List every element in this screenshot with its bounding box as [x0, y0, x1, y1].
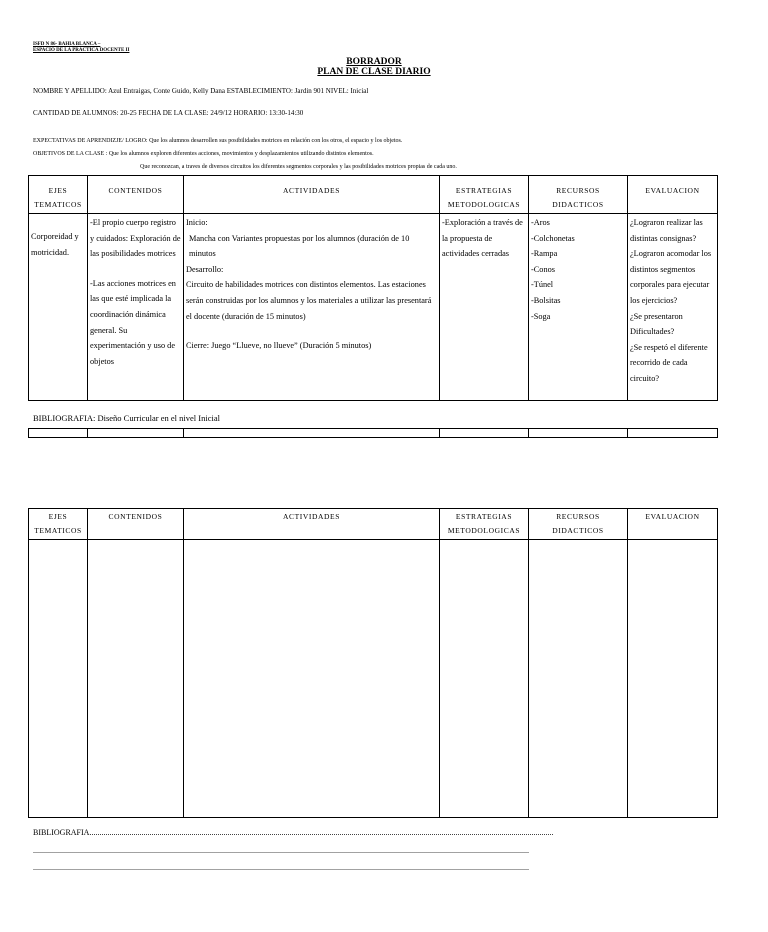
empty-cell[interactable] [440, 429, 529, 438]
evaluacion-item: ¿Lograron acomodar los distintos segmentos corporales para ejecutar los ejercicios? [630, 249, 712, 305]
empty-cell[interactable] [88, 429, 184, 438]
blank-table-header-row [29, 509, 718, 540]
recurso-item: -Rampa [531, 249, 558, 259]
recurso-item: -Colchonetas [531, 233, 575, 243]
evaluacion-item: ¿Lograron realizar las distintas consignas? [630, 218, 703, 243]
blank-dotted-line[interactable]: ........................................................................................................................................................................................................................................................ [33, 863, 529, 872]
cell-recursos [529, 214, 628, 401]
blank-dotted-line[interactable]: ........................................................................................................................................................................................................................................................ [33, 846, 529, 855]
actividad-desarrollo-label: Desarrollo: [186, 264, 224, 274]
actividad-desarrollo-text: Circuito de habilidades motrices con distintos elementos. Las estaciones serán construidas por los alumnos y los materiales a utilizar las presentará el docente (duración de 15 minutos) [186, 280, 432, 321]
blank-bibliography-line[interactable] [33, 828, 711, 838]
empty-cell[interactable] [29, 429, 88, 438]
expectations-line: EXPECTATIVAS DE APRENDIZJE/ LOGRO: Que los alumnos desarrollen sus posibilidades motrices en relación con los otros, el espacio y los objetos. [33, 138, 403, 144]
blank-header-contenidos: CONTENIDOS [88, 509, 184, 540]
ejes-text: Corporeidad y motricidad. [31, 232, 79, 257]
dotted-leader: ........................................................................................................................................................................................................................................ [89, 828, 554, 837]
empty-strip-row [29, 429, 718, 438]
estrategias-text: -Exploración a través de la propuesta de actividades cerradas [442, 218, 523, 259]
blank-cell-contenidos[interactable] [88, 540, 184, 818]
evaluacion-item: ¿Se respetó el diferente recorrido de cada circuito? [630, 342, 708, 383]
blank-table-body-row [29, 540, 718, 818]
objectives-continued-line: Que reconozcan, a traves de diversos circuitos los diferentes segmentos corporales y las posibilidades motrices propias de cada uno. [140, 164, 457, 170]
cell-evaluacion [628, 214, 718, 401]
cell-contenidos [88, 214, 184, 401]
header-evaluacion: EVALUACION [628, 176, 718, 214]
document-title [274, 57, 474, 77]
header-ejes: EJES TEMATICOS [29, 176, 88, 214]
title-line-2: PLAN DE CLASE DIARIO [317, 67, 431, 77]
plan-table-content-row [29, 214, 718, 401]
objectives-line: OBJETIVOS DE LA CLASE : Que los alumnos exploren diferentes acciones, movimientos y desplazamientos utilizando distintos elementos. [33, 151, 374, 157]
header-contenidos: CONTENIDOS [88, 176, 184, 214]
plan-table-header-row [29, 176, 718, 214]
blank-cell-ejes[interactable] [29, 540, 88, 818]
empty-cell[interactable] [529, 429, 628, 438]
empty-cell[interactable] [184, 429, 440, 438]
evaluacion-item: ¿Se presentaron Dificultades? [630, 311, 683, 337]
title-line-1: BORRADOR [346, 57, 402, 67]
contenido-item-1: -El propio cuerpo registro y cuidados: Exploración de las posibilidades motrices [90, 218, 181, 259]
bibliography-line: BIBLIOGRAFIA: Diseño Curricular en el nivel Inicial [33, 413, 220, 423]
actividad-inicio-label: Inicio: [186, 218, 208, 227]
recurso-item: -Soga [531, 311, 551, 321]
empty-cell[interactable] [628, 429, 718, 438]
blank-header-recursos: RECURSOS DIDACTICOS [529, 509, 628, 540]
institution-line-1: ISFD N 86- BAHIA BLANCA – [33, 42, 101, 47]
cell-estrategias [440, 214, 529, 401]
recurso-item: -Conos [531, 264, 555, 274]
recurso-item: -Bolsitas [531, 295, 561, 305]
class-details-line: CANTIDAD DE ALUMNOS: 20-25 FECHA DE LA CLASE: 24/9/12 HORARIO: 13:30-14:30 [33, 109, 304, 117]
blank-header-estrategias: ESTRATEGIAS METODOLOGICAS [440, 509, 529, 540]
students-line: NOMBRE Y APELLIDO: Azul Entraigas, Conte Guido, Kelly Dana ESTABLECIMIENTO: Jardin 901 NIVEL: Inicial [33, 87, 369, 95]
actividad-cierre: Cierre: Juego “Llueve, no llueve” (Duración 5 minutos) [186, 341, 372, 351]
blank-bibliography-label: BIBLIOGRAFIA [33, 828, 90, 837]
empty-strip-table [28, 428, 718, 438]
cell-actividades [184, 214, 440, 401]
contenido-item-2: -Las acciones motrices en las que esté implicada la coordinación dinámica general. Su experimentación y uso de objetos [90, 278, 176, 366]
blank-cell-actividades[interactable] [184, 540, 440, 818]
header-actividades: ACTIVIDADES [184, 176, 440, 214]
blank-header-actividades: ACTIVIDADES [184, 509, 440, 540]
blank-header-evaluacion: EVALUACION [628, 509, 718, 540]
plan-table [28, 175, 718, 401]
institution-header [33, 42, 129, 54]
recurso-item: -Túnel [531, 280, 554, 290]
institution-line-2: ESPACIO DE LA PRACTICA DOCENTE II [33, 48, 130, 53]
blank-header-ejes: EJES TEMATICOS [29, 509, 88, 540]
blank-cell-estrategias[interactable] [440, 540, 529, 818]
header-estrategias: ESTRATEGIAS METODOLOGICAS [440, 176, 529, 214]
actividad-inicio-text: Mancha con Variantes propuestas por los alumnos (duración de 10 minutos [189, 233, 410, 259]
blank-cell-recursos[interactable] [529, 540, 628, 818]
header-recursos: RECURSOS DIDACTICOS [529, 176, 628, 214]
blank-plan-table [28, 508, 718, 818]
recurso-item: -Aros [531, 218, 550, 227]
cell-ejes [29, 214, 88, 401]
blank-cell-evaluacion[interactable] [628, 540, 718, 818]
